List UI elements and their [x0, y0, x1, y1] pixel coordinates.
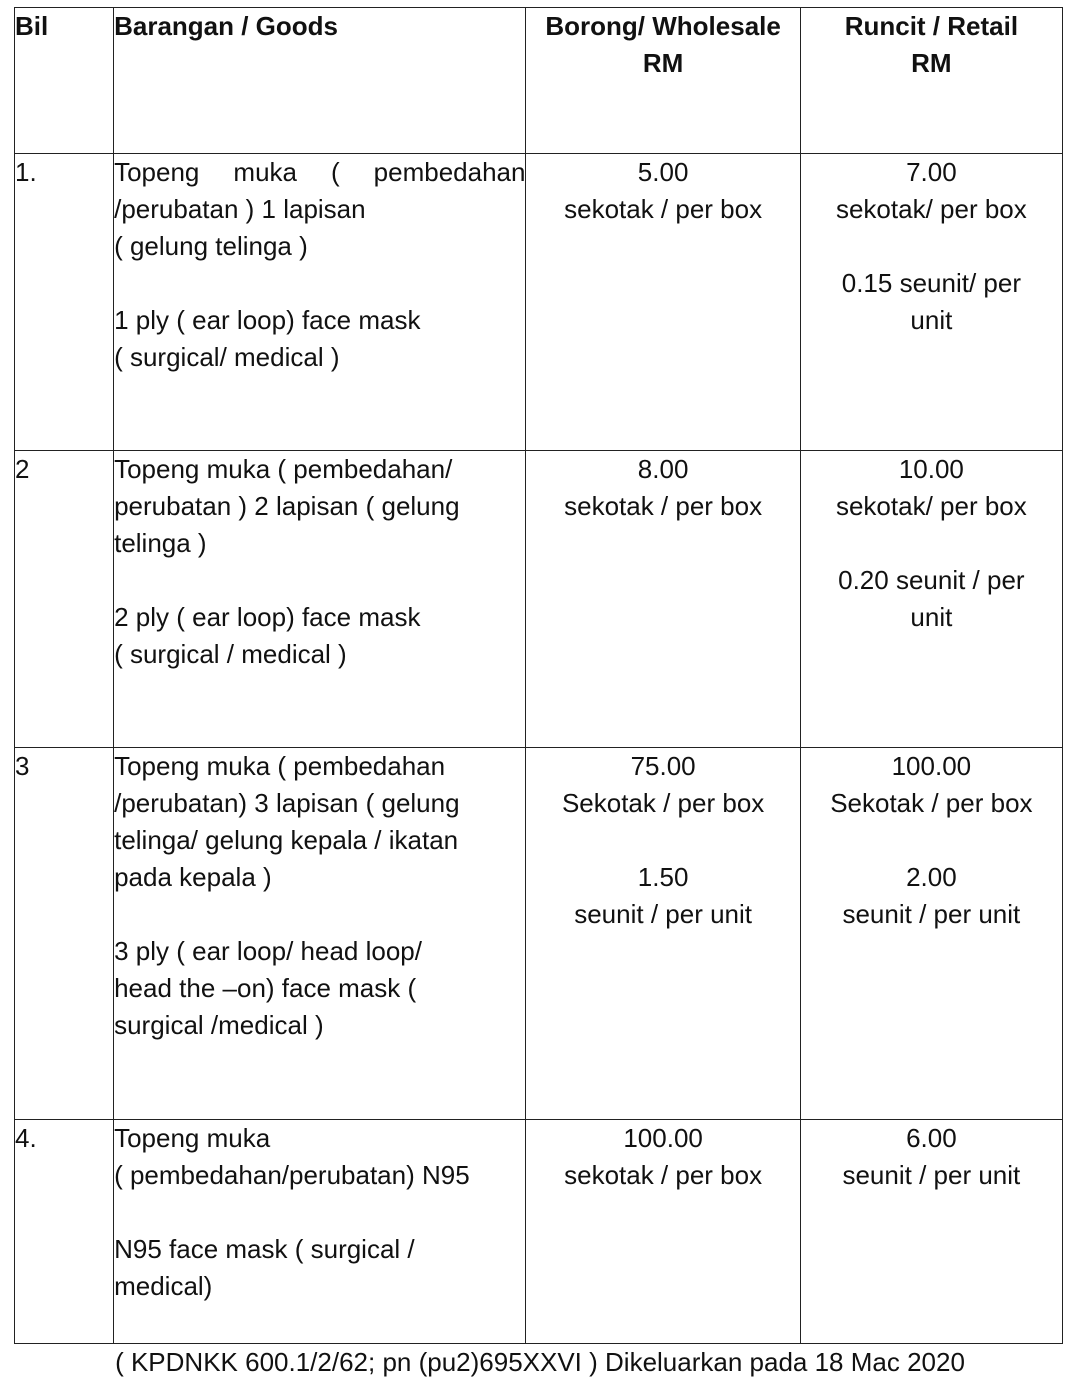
wholesale-price-value: 8.00 [637, 454, 689, 484]
wholesale-price-value: 75.00 [630, 751, 696, 781]
header-wholesale-label: Borong/ Wholesale [545, 11, 781, 41]
header-row [15, 8, 1063, 154]
header-retail-currency: RM [911, 48, 952, 78]
goods-malay-line: telinga/ gelung kepala / ikatan [114, 825, 459, 855]
retail-price-value: 7.00 [906, 157, 957, 187]
wholesale-price [526, 451, 800, 748]
retail-price [800, 1120, 1062, 1344]
wholesale-price-unit: sekotak / per box [564, 491, 763, 521]
retail-price-unit: seunit / per unit [842, 1160, 1021, 1190]
header-retail [800, 8, 1062, 154]
table-row [15, 154, 1063, 451]
goods-english-line: 2 ply ( ear loop) face mask [114, 602, 421, 632]
goods-english-line: head the –on) face mask ( [114, 973, 417, 1003]
goods-description [114, 451, 526, 748]
retail-unit-price: 0.15 seunit/ per [841, 268, 1021, 298]
header-goods-label: Barangan / Goods [114, 11, 339, 41]
row-number [15, 748, 114, 1120]
goods-malay-line: Topeng muka ( pembedahan [114, 157, 526, 187]
retail-unit-price: 0.20 seunit / per [838, 565, 1025, 595]
goods-malay-line: pada kepala ) [114, 862, 272, 892]
wholesale-price [526, 748, 800, 1120]
retail-unit-label: unit [910, 602, 953, 632]
table-row [15, 451, 1063, 748]
wholesale-price-value: 100.00 [623, 1123, 703, 1153]
goods-malay-line: Topeng muka [114, 1123, 271, 1153]
row-number-label: 4. [15, 1123, 37, 1153]
goods-english-line: N95 face mask ( surgical / [114, 1234, 415, 1264]
wholesale-price-unit: Sekotak / per box [561, 788, 765, 818]
retail-price [800, 154, 1062, 451]
retail-price-value: 100.00 [891, 751, 972, 781]
retail-unit-price: 2.00 [906, 862, 957, 892]
goods-malay-line: ( gelung telinga ) [114, 231, 308, 261]
wholesale-price-unit: sekotak / per box [564, 194, 763, 224]
goods-malay-line: /perubatan ) 1 lapisan [114, 194, 366, 224]
goods-english-line: medical) [114, 1271, 213, 1301]
header-wholesale [526, 8, 800, 154]
wholesale-unit-label: seunit / per unit [574, 899, 752, 929]
retail-price-unit: sekotak/ per box [835, 194, 1027, 224]
row-number [15, 451, 114, 748]
goods-malay-line: telinga ) [114, 528, 207, 558]
goods-english-line: 3 ply ( ear loop/ head loop/ [114, 936, 422, 966]
retail-price [800, 451, 1062, 748]
price-table [14, 7, 1063, 1344]
footer-reference: ( KPDNKK 600.1/2/62; pn (pu2)695XXVI ) Dikeluarkan pada 18 Mac 2020 [115, 1347, 965, 1377]
wholesale-price [526, 1120, 800, 1344]
row-number-label: 3 [15, 751, 30, 781]
goods-malay-line: Topeng muka ( pembedahan/ [114, 454, 453, 484]
goods-english-line: ( surgical / medical ) [114, 639, 347, 669]
retail-price [800, 748, 1062, 1120]
header-retail-label: Runcit / Retail [844, 11, 1019, 41]
wholesale-price-value: 5.00 [637, 157, 689, 187]
header-bil [15, 8, 114, 154]
goods-malay-line: perubatan ) 2 lapisan ( gelung [114, 491, 460, 521]
retail-unit-label: unit [910, 305, 953, 335]
row-number [15, 154, 114, 451]
table-row [15, 748, 1063, 1120]
row-number-label: 2 [15, 454, 30, 484]
retail-price-value: 10.00 [898, 454, 964, 484]
goods-malay-line: /perubatan) 3 lapisan ( gelung [114, 788, 460, 818]
goods-english-line: surgical /medical ) [114, 1010, 324, 1040]
row-number [15, 1120, 114, 1344]
goods-description [114, 748, 526, 1120]
retail-price-value: 6.00 [906, 1123, 957, 1153]
row-number-label: 1. [15, 157, 37, 187]
goods-english-line: ( surgical/ medical ) [114, 342, 340, 372]
header-wholesale-currency: RM [642, 48, 684, 78]
goods-description [114, 1120, 526, 1344]
wholesale-price [526, 154, 800, 451]
goods-english-line: 1 ply ( ear loop) face mask [114, 305, 421, 335]
goods-malay-line: Topeng muka ( pembedahan [114, 751, 446, 781]
header-bil-label: Bil [15, 11, 49, 41]
table-row [15, 1120, 1063, 1344]
retail-price-unit: Sekotak / per box [830, 788, 1033, 818]
header-goods [114, 8, 526, 154]
wholesale-price-unit: sekotak / per box [564, 1160, 763, 1190]
retail-unit-label: seunit / per unit [842, 899, 1021, 929]
goods-description [114, 154, 526, 451]
retail-price-unit: sekotak/ per box [835, 491, 1027, 521]
goods-malay-line: ( pembedahan/perubatan) N95 [114, 1160, 470, 1190]
wholesale-unit-price: 1.50 [637, 862, 689, 892]
